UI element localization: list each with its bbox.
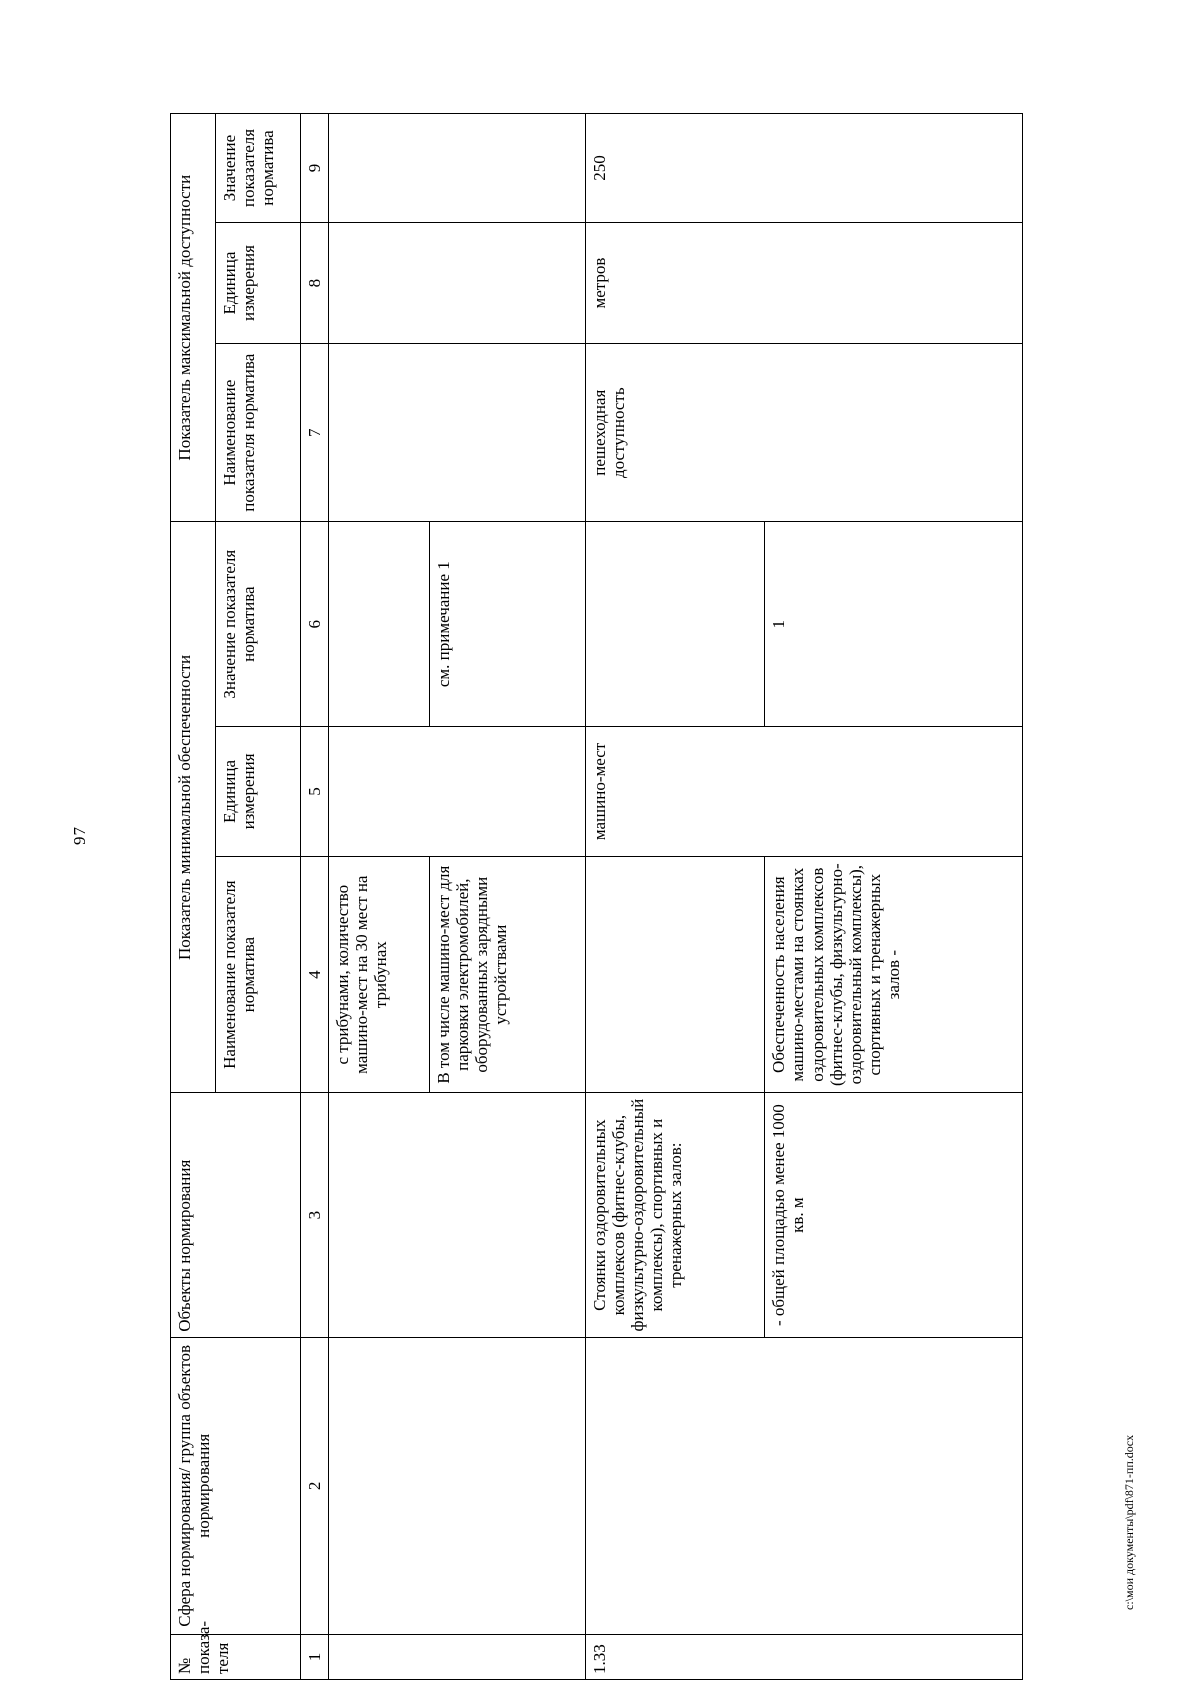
- max-indicator-value: 250: [586, 114, 1023, 223]
- table-cell: [328, 1337, 585, 1634]
- column-number: 8: [300, 223, 328, 344]
- table-cell: [328, 223, 585, 344]
- standards-table: [170, 113, 1023, 1680]
- footer-file-path: c:\мои документы\pdf\871-пп.docx: [1122, 1434, 1136, 1610]
- header-objects: Объекты нормирования: [171, 1093, 301, 1337]
- column-number: 6: [300, 522, 328, 727]
- table-cell: [586, 856, 765, 1093]
- header-max-name: Наименование показателя норматива: [215, 344, 300, 522]
- indicator-object: Стоянки оздоровительных комплексов (фитнес-клубы, физкультурно-оздоровительный комплексы), спортивных и тренажерных залов:: [586, 1093, 765, 1337]
- column-number: 3: [300, 1093, 328, 1337]
- table-cell: [328, 727, 585, 857]
- table-cell: [328, 114, 585, 223]
- header-min-value: Значение показателя норматива: [215, 522, 300, 727]
- indicator-sub-value: 1: [765, 522, 1023, 727]
- indicator-sub-object: - общей площадью менее 1000 кв. м: [765, 1093, 1023, 1337]
- standards-table-sheet: [170, 113, 1023, 1680]
- indicator-unit: машино-мест: [586, 727, 1023, 857]
- column-number: 2: [300, 1337, 328, 1634]
- column-number: 4: [300, 856, 328, 1093]
- column-number: 1: [300, 1634, 328, 1679]
- table-cell: [586, 522, 765, 727]
- table-cell: [328, 522, 429, 727]
- table-cell: [328, 344, 585, 522]
- column-number: 9: [300, 114, 328, 223]
- ev-parking-indicator-value: см. примечание 1: [429, 522, 586, 727]
- header-min-provision: Показатель минимальной обеспеченности: [171, 522, 216, 1093]
- header-max-accessibility: Показатель максимальной доступности: [171, 114, 216, 522]
- column-number: 5: [300, 727, 328, 857]
- header-max-value: Значение показателя норматива: [215, 114, 300, 223]
- header-min-unit: Единица измерения: [215, 727, 300, 857]
- table-cell: [586, 1337, 1023, 1634]
- header-min-name: Наименование показателя норматива: [215, 856, 300, 1093]
- page-number: 97: [70, 826, 89, 845]
- ev-parking-indicator-name: В том числе машино-мест для парковки электромобилей, оборудованных зарядными устройствами: [429, 856, 586, 1093]
- indicator-sub-name: Обеспеченность населения машино-местами на стоянках оздоровительных комплексов (фитнес-клубы, физкультурно-оздоровительный комплексы), спортивных и тренажерных залов -: [765, 856, 1023, 1093]
- indicator-number: 1.33: [586, 1634, 1023, 1679]
- table-cell: [328, 1093, 585, 1337]
- max-indicator-unit: метров: [586, 223, 1023, 344]
- header-number: № показа-теля: [171, 1634, 301, 1679]
- continuation-indicator-name: с трибунами, количество машино-мест на 30 мест на трибунах: [328, 856, 429, 1093]
- header-sphere: Сфера нормирования/ группа объектов нормирования: [171, 1337, 301, 1634]
- header-max-unit: Единица измерения: [215, 223, 300, 344]
- table-cell: [328, 1634, 585, 1679]
- column-number: 7: [300, 344, 328, 522]
- max-indicator-name: пешеходная доступность: [586, 344, 1023, 522]
